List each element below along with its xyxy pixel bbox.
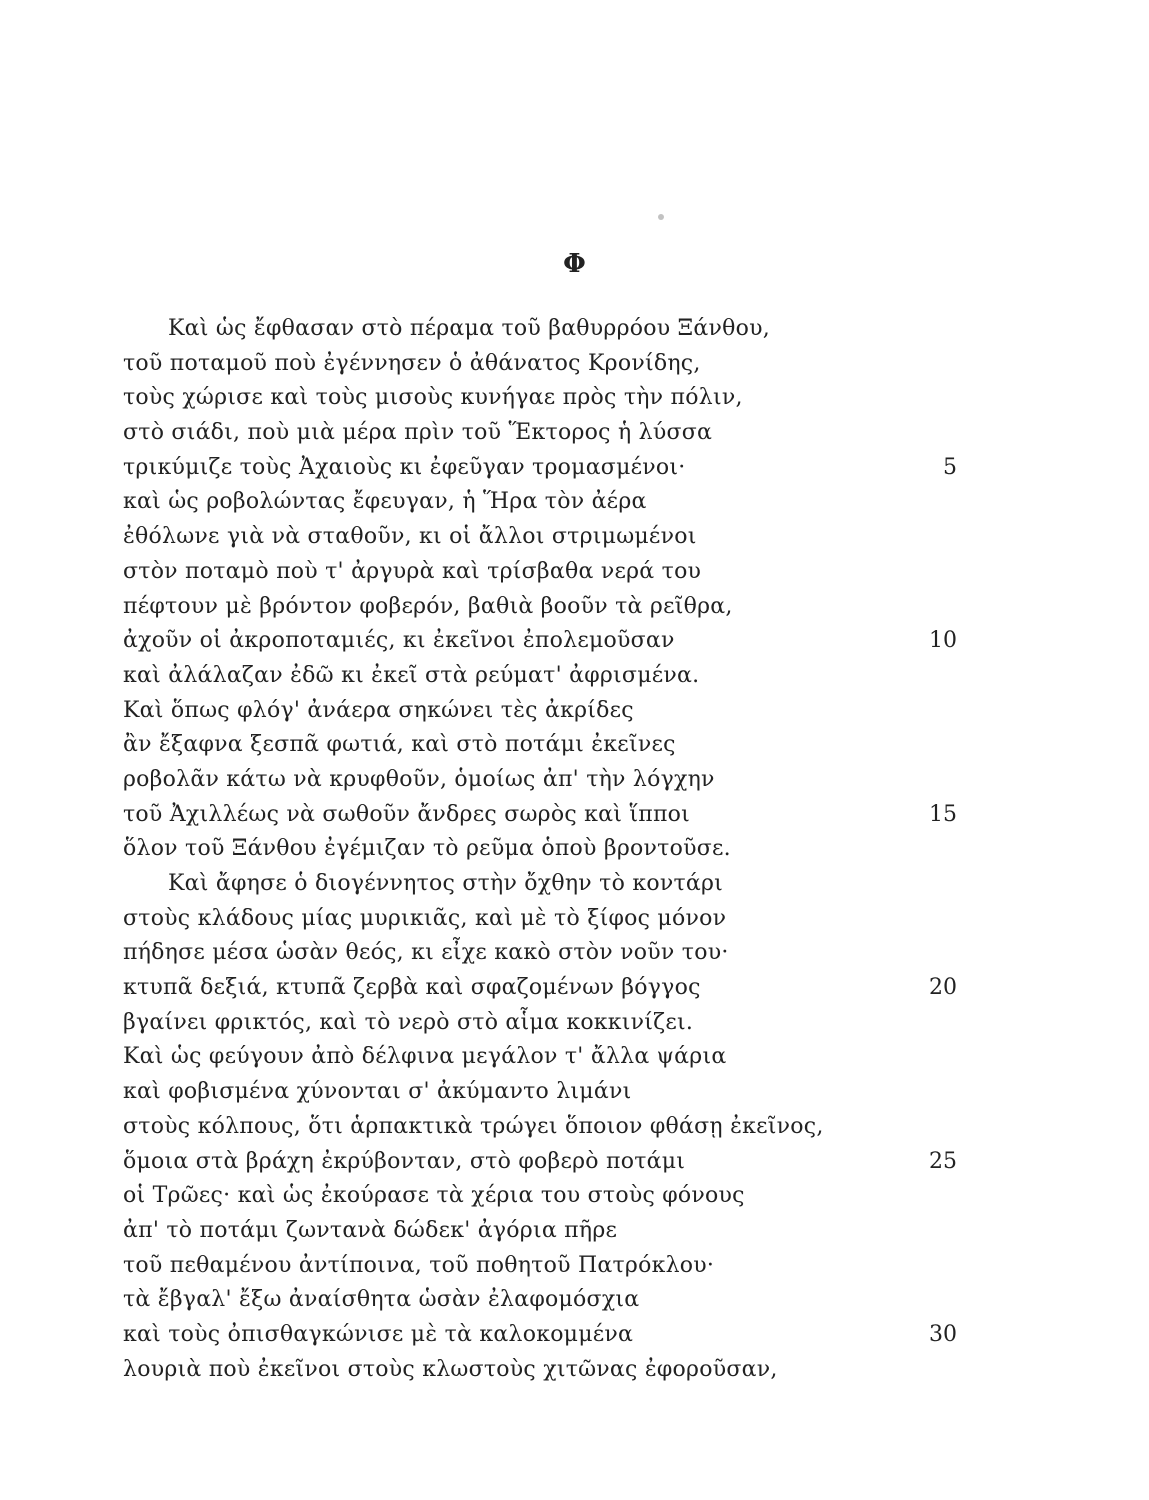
line-number: 10	[929, 628, 957, 654]
verse-line	[0, 381, 1149, 416]
verse-line	[0, 1179, 1149, 1214]
verse-line-text: στοὺς κόλπους, ὅτι ἁρπακτικὰ τρώγει ὅποιον φθάσῃ ἐκεῖνος,	[123, 1113, 824, 1139]
verse-line	[0, 451, 1149, 486]
verse-line	[0, 1353, 1149, 1388]
verse-line-text: Καὶ ἄφησε ὁ διογέννητος στὴν ὄχθην τὸ κοντάρι	[168, 871, 724, 896]
verse-line-text: πέφτουν μὲ βρόντον φοβερόν, βαθιὰ βοοῦν τὰ ρεῖθρα,	[123, 593, 733, 619]
verse-line-text: Καὶ ὅπως φλόγ' ἀνάερα σηκώνει τὲς ἀκρίδες	[123, 697, 634, 723]
verse-line-text: πήδησε μέσα ὡσὰν θεός, κι εἶχε κακὸ στὸν νοῦν του·	[123, 940, 729, 966]
verse-line-text: κτυπᾶ δεξιά, κτυπᾶ ζερβὰ καὶ σφαζομένων βόγγος	[123, 975, 701, 1001]
verse-line	[0, 694, 1149, 729]
verse-line	[0, 1249, 1149, 1284]
verse-line	[0, 555, 1149, 590]
verse-line-text: λουριὰ ποὺ ἐκεῖνοι στοὺς κλωστοὺς χιτῶνας ἐφοροῦσαν,	[123, 1356, 778, 1382]
verse-line	[0, 485, 1149, 520]
verse-line	[0, 798, 1149, 833]
verse-line	[0, 1214, 1149, 1249]
verse-line	[0, 1283, 1149, 1318]
verse-line-text: ἐθόλωνε γιὰ νὰ σταθοῦν, κι οἱ ἄλλοι στριμωμένοι	[123, 524, 697, 550]
verse-line	[0, 1040, 1149, 1075]
verse-line	[0, 832, 1149, 867]
verse-line-text: καὶ φοβισμένα χύνονται σ' ἀκύμαντο λιμάνι	[123, 1079, 632, 1105]
verse-line-text: ροβολᾶν κάτω νὰ κρυφθοῦν, ὁμοίως ἀπ' τὴν λόγχην	[123, 766, 715, 792]
verse-line	[0, 1006, 1149, 1041]
verse-line-text: στὸν ποταμὸ ποὺ τ' ἀργυρὰ καὶ τρίσβαθα νερά του	[123, 558, 702, 584]
ink-speck	[658, 214, 664, 220]
verse-line-text: καὶ ὡς ροβολώντας ἔφευγαν, ἡ Ἥρα τὸν ἀέρα	[123, 489, 647, 515]
verse-line	[0, 1110, 1149, 1145]
verse-line-text: τοῦ ποταμοῦ ποὺ ἐγέννησεν ὁ ἀθάνατος Κρονίδης,	[123, 350, 701, 376]
verse-block	[0, 312, 1149, 1387]
line-number: 5	[943, 454, 957, 480]
verse-line-text: καὶ ἀλάλαζαν ἐδῶ κι ἐκεῖ στὰ ρεύματ' ἀφρισμένα.	[123, 662, 700, 688]
line-number: 20	[929, 975, 957, 1001]
verse-line-text: ἂν ἔξαφνα ξεσπᾶ φωτιά, καὶ στὸ ποτάμι ἐκεῖνες	[123, 732, 676, 758]
verse-line-text: στοὺς κλάδους μίας μυρικιᾶς, καὶ μὲ τὸ ξίφος μόνον	[123, 905, 727, 931]
verse-line-text: ἀχοῦν οἱ ἀκροποταμιές, κι ἐκεῖνοι ἐπολεμοῦσαν	[123, 628, 675, 654]
verse-line-text: ὅλον τοῦ Ξάνθου ἐγέμιζαν τὸ ρεῦμα ὁποὺ βροντοῦσε.	[123, 836, 731, 862]
verse-line	[0, 728, 1149, 763]
verse-line-text: ὅμοια στὰ βράχη ἐκρύβονταν, στὸ φοβερὸ ποτάμι	[123, 1148, 686, 1174]
line-number: 25	[929, 1148, 957, 1174]
verse-line	[0, 347, 1149, 382]
verse-line	[0, 659, 1149, 694]
verse-line-text: Καὶ ὡς φεύγουν ἀπὸ δέλφινα μεγάλον τ' ἄλλα ψάρια	[123, 1044, 727, 1070]
verse-line	[0, 763, 1149, 798]
verse-line-text: Καὶ ὡς ἔφθασαν στὸ πέραμα τοῦ βαθυρρόου Ξάνθου,	[168, 316, 770, 341]
verse-line	[0, 936, 1149, 971]
verse-line-text: βγαίνει φρικτός, καὶ τὸ νερὸ στὸ αἷμα κοκκινίζει.	[123, 1009, 694, 1035]
verse-line	[0, 624, 1149, 659]
verse-line-text: ἀπ' τὸ ποτάμι ζωντανὰ δώδεκ' ἀγόρια πῆρε	[123, 1217, 618, 1243]
book-heading: Φ	[563, 249, 586, 279]
line-number: 30	[929, 1321, 957, 1347]
verse-line	[0, 312, 1149, 347]
verse-line-text: τοῦ Ἀχιλλέως νὰ σωθοῦν ἄνδρες σωρὸς καὶ ἵπποι	[123, 801, 691, 827]
verse-line	[0, 590, 1149, 625]
verse-line-text: τὰ ἔβγαλ' ἔξω ἀναίσθητα ὡσὰν ἐλαφομόσχια	[123, 1287, 640, 1313]
verse-line-text: τοῦ πεθαμένου ἀντίποινα, τοῦ ποθητοῦ Πατρόκλου·	[123, 1252, 715, 1278]
verse-line-text: καὶ τοὺς ὀπισθαγκώνισε μὲ τὰ καλοκομμένα	[123, 1321, 634, 1347]
verse-line	[0, 867, 1149, 902]
line-number: 15	[929, 801, 957, 827]
verse-line	[0, 416, 1149, 451]
verse-line	[0, 1145, 1149, 1180]
verse-line	[0, 1318, 1149, 1353]
verse-line-text: στὸ σιάδι, ποὺ μιὰ μέρα πρὶν τοῦ Ἕκτορος ἡ λύσσα	[123, 420, 713, 446]
verse-line	[0, 902, 1149, 937]
verse-line	[0, 971, 1149, 1006]
verse-line-text: οἱ Τρῶες· καὶ ὡς ἐκούρασε τὰ χέρια του στοὺς φόνους	[123, 1183, 745, 1209]
verse-line	[0, 520, 1149, 555]
verse-line-text: τοὺς χώρισε καὶ τοὺς μισοὺς κυνήγαε πρὸς τὴν πόλιν,	[123, 385, 743, 411]
verse-line-text: τρικύμιζε τοὺς Ἀχαιοὺς κι ἐφεῦγαν τρομασμένοι·	[123, 454, 686, 480]
verse-line	[0, 1075, 1149, 1110]
